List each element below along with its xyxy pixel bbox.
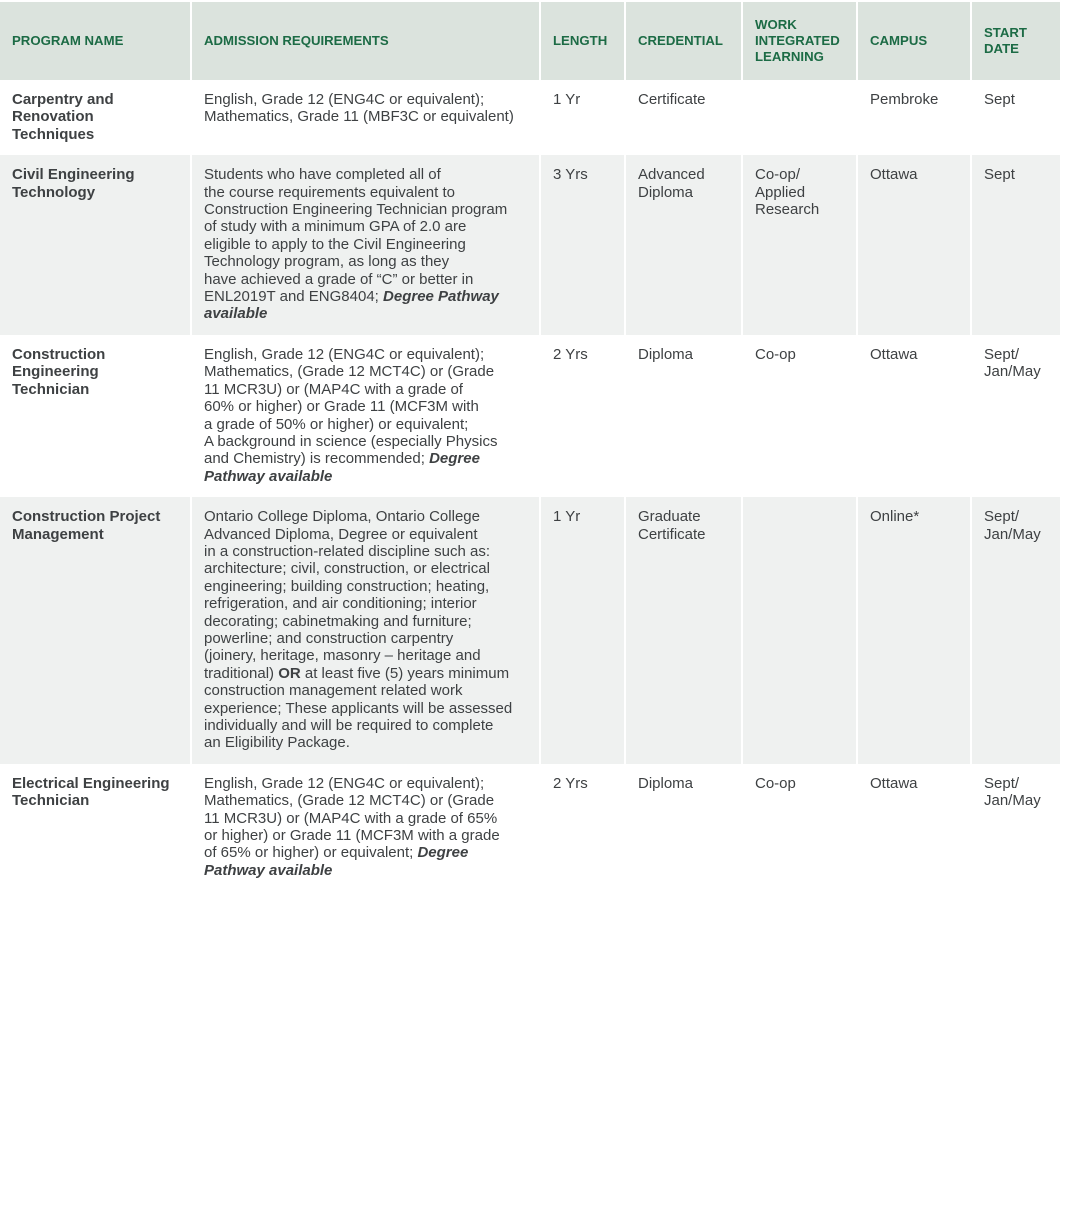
program-name-line: Technician bbox=[12, 792, 90, 810]
requirements-text: traditional) bbox=[204, 664, 279, 682]
campus-cell: Pembroke bbox=[870, 91, 939, 108]
requirements-line: powerline; and construction carpentry bbox=[204, 629, 454, 647]
start-date-cell bbox=[972, 155, 1060, 335]
wil-line: Research bbox=[755, 201, 820, 219]
program-name-line: Technology bbox=[12, 183, 96, 201]
requirements-line bbox=[204, 665, 527, 682]
credential-cell bbox=[626, 764, 741, 891]
requirements-line: (joinery, heritage, masonry – heritage and bbox=[204, 647, 481, 665]
requirements-line: construction management related work bbox=[204, 682, 463, 700]
requirements-line: decorating; cabinetmaking and furniture; bbox=[204, 612, 472, 630]
campus-cell: Ottawa bbox=[858, 155, 970, 335]
program-name-line: Construction bbox=[12, 345, 106, 363]
length-cell: 2 Yrs bbox=[553, 774, 588, 792]
requirements-line: Ontario College Diploma, Ontario College bbox=[204, 508, 480, 526]
requirements-line: Mathematics, (Grade 12 MCT4C) or (Grade bbox=[204, 792, 495, 810]
program-name-line: Management bbox=[12, 525, 104, 543]
requirements-line: a grade of 50% or higher) or equivalent; bbox=[204, 415, 469, 433]
requirements-line: architecture; civil, construction, or electrical bbox=[204, 560, 490, 578]
start-date-line: Sept/ bbox=[984, 774, 1020, 792]
credential-line: Certificate bbox=[638, 91, 706, 108]
wil-cell bbox=[743, 335, 856, 497]
requirements-line: Advanced Diploma, Degree or equivalent bbox=[204, 525, 478, 543]
header-wil-line: LEARNING bbox=[755, 49, 824, 64]
header-wil-line: WORK bbox=[755, 17, 797, 32]
program-name-line: Civil Engineering bbox=[12, 166, 135, 184]
admission-requirements-cell bbox=[192, 80, 539, 155]
requirements-line: English, Grade 12 (ENG4C or equivalent); bbox=[204, 91, 485, 108]
requirements-line: Construction Engineering Technician program bbox=[204, 201, 508, 219]
program-name-line: Carpentry and bbox=[12, 91, 114, 108]
degree-pathway-note: Degree Pathway bbox=[383, 288, 499, 306]
start-date-line: Jan/May bbox=[984, 525, 1041, 543]
table-row bbox=[0, 335, 1060, 497]
requirements-line: 11 MCR3U) or (MAP4C with a grade of 65% bbox=[204, 809, 498, 827]
degree-pathway-note: Degree bbox=[429, 450, 480, 468]
requirements-line bbox=[204, 844, 527, 861]
requirements-line: 11 MCR3U) or (MAP4C with a grade of bbox=[204, 380, 463, 398]
header-campus: CAMPUS bbox=[858, 2, 970, 80]
requirements-line: experience; These applicants will be assessed bbox=[204, 699, 513, 717]
wil-cell bbox=[743, 764, 856, 891]
credential-line: Graduate bbox=[638, 508, 701, 526]
requirements-line: in a construction-related discipline such as: bbox=[204, 542, 490, 560]
requirements-line: Students who have completed all of bbox=[204, 166, 441, 184]
credential-line: Advanced bbox=[638, 166, 705, 184]
start-date-line: Sept bbox=[984, 166, 1015, 184]
requirements-line: English, Grade 12 (ENG4C or equivalent); bbox=[204, 345, 485, 363]
requirements-line: eligible to apply to the Civil Engineering bbox=[204, 235, 466, 253]
requirements-line: engineering; building construction; heating, bbox=[204, 577, 490, 595]
programs-table bbox=[0, 2, 1062, 891]
header-start-date bbox=[972, 2, 1060, 80]
header-start-line: START bbox=[984, 25, 1027, 40]
length-cell: 1 Yr bbox=[541, 497, 624, 764]
header-wil-line: INTEGRATED bbox=[755, 33, 840, 48]
admission-requirements-cell bbox=[192, 335, 539, 497]
start-date-line: Sept bbox=[984, 91, 1015, 108]
requirements-line: refrigeration, and air conditioning; interior bbox=[204, 595, 477, 613]
degree-pathway-note: Pathway available bbox=[204, 467, 333, 485]
wil-line: Applied bbox=[755, 183, 806, 201]
program-name-line: Techniques bbox=[12, 125, 95, 143]
start-date-line: Jan/May bbox=[984, 363, 1041, 381]
credential-cell bbox=[626, 80, 741, 155]
program-name-cell bbox=[0, 497, 190, 764]
wil-line: Co-op bbox=[755, 774, 796, 792]
wil-cell bbox=[743, 155, 856, 335]
requirements-line: have achieved a grade of “C” or better in bbox=[204, 270, 474, 288]
program-name-cell bbox=[0, 80, 190, 155]
or-keyword: OR bbox=[278, 664, 301, 682]
admission-requirements-cell bbox=[192, 764, 539, 891]
degree-pathway-note: Degree bbox=[417, 844, 469, 862]
requirements-text: at least five (5) years minimum bbox=[300, 664, 510, 682]
start-date-line: Jan/May bbox=[984, 792, 1041, 810]
program-name-line: Electrical Engineering bbox=[12, 774, 170, 792]
requirements-line: English, Grade 12 (ENG4C or equivalent); bbox=[204, 774, 485, 792]
admission-requirements-cell bbox=[192, 155, 539, 335]
credential-cell bbox=[626, 497, 741, 764]
start-date-line: Sept/ bbox=[984, 345, 1020, 363]
table-row bbox=[0, 80, 1060, 155]
credential-line: Diploma bbox=[638, 345, 694, 363]
credential-cell bbox=[626, 335, 741, 497]
campus-cell: Ottawa bbox=[870, 345, 918, 363]
wil-line: Co-op bbox=[755, 345, 796, 363]
header-program-name: PROGRAM NAME bbox=[0, 2, 190, 80]
requirements-line: or higher) or Grade 11 (MCF3M with a grade bbox=[204, 827, 500, 845]
credential-line: Certificate bbox=[638, 525, 706, 543]
start-date-cell bbox=[972, 764, 1060, 891]
table-row bbox=[0, 497, 1060, 764]
program-name-line: Renovation bbox=[12, 108, 94, 126]
requirements-text: of 65% or higher) or equivalent; bbox=[204, 844, 418, 862]
campus-cell: Online* bbox=[858, 497, 970, 764]
requirements-text: ENL2019T and ENG8404; bbox=[204, 288, 384, 306]
header-length: LENGTH bbox=[541, 2, 624, 80]
degree-pathway-note: available bbox=[204, 305, 268, 323]
requirements-line: A background in science (especially Physics bbox=[204, 432, 498, 450]
start-date-line: Sept/ bbox=[984, 508, 1020, 526]
wil-cell bbox=[743, 80, 856, 155]
requirements-text: and Chemistry) is recommended; bbox=[204, 450, 430, 468]
program-name-line: Engineering bbox=[12, 363, 99, 381]
start-date-cell bbox=[972, 335, 1060, 497]
header-admission-requirements: ADMISSION REQUIREMENTS bbox=[192, 2, 539, 80]
requirements-line: Mathematics, (Grade 12 MCT4C) or (Grade bbox=[204, 363, 495, 381]
program-name-cell bbox=[0, 335, 190, 497]
header-credential: CREDENTIAL bbox=[626, 2, 741, 80]
length-cell: 1 Yr bbox=[553, 91, 581, 108]
credential-line: Diploma bbox=[638, 774, 694, 792]
requirements-line: of study with a minimum GPA of 2.0 are bbox=[204, 218, 467, 236]
requirements-line: Technology program, as long as they bbox=[204, 253, 450, 271]
requirements-line: individually and will be required to complete bbox=[204, 717, 494, 734]
length-cell: 3 Yrs bbox=[541, 155, 624, 335]
requirements-line: 60% or higher) or Grade 11 (MCF3M with bbox=[204, 398, 479, 416]
credential-cell bbox=[626, 155, 741, 335]
credential-line: Diploma bbox=[638, 183, 694, 201]
header-start-line: DATE bbox=[984, 41, 1019, 56]
start-date-cell bbox=[972, 80, 1060, 155]
campus-cell: Ottawa bbox=[870, 774, 918, 792]
program-name-line: Construction Project bbox=[12, 508, 161, 526]
requirements-line bbox=[204, 288, 527, 305]
length-cell: 2 Yrs bbox=[553, 345, 588, 363]
wil-line: Co-op/ bbox=[755, 166, 801, 184]
table-header-row bbox=[0, 2, 1060, 80]
requirements-line bbox=[204, 450, 527, 467]
start-date-cell bbox=[972, 497, 1060, 764]
wil-cell bbox=[743, 497, 856, 764]
requirements-line: the course requirements equivalent to bbox=[204, 183, 455, 201]
requirements-line: an Eligibility Package. bbox=[204, 734, 350, 752]
program-name-cell bbox=[0, 155, 190, 335]
program-name-cell bbox=[0, 764, 190, 891]
table-row bbox=[0, 155, 1060, 335]
header-work-integrated-learning bbox=[743, 2, 856, 80]
degree-pathway-note: Pathway available bbox=[204, 861, 333, 879]
table-row bbox=[0, 764, 1060, 891]
admission-requirements-cell bbox=[192, 497, 539, 764]
program-name-line: Technician bbox=[12, 380, 90, 398]
requirements-line: Mathematics, Grade 11 (MBF3C or equivalent) bbox=[204, 108, 514, 126]
